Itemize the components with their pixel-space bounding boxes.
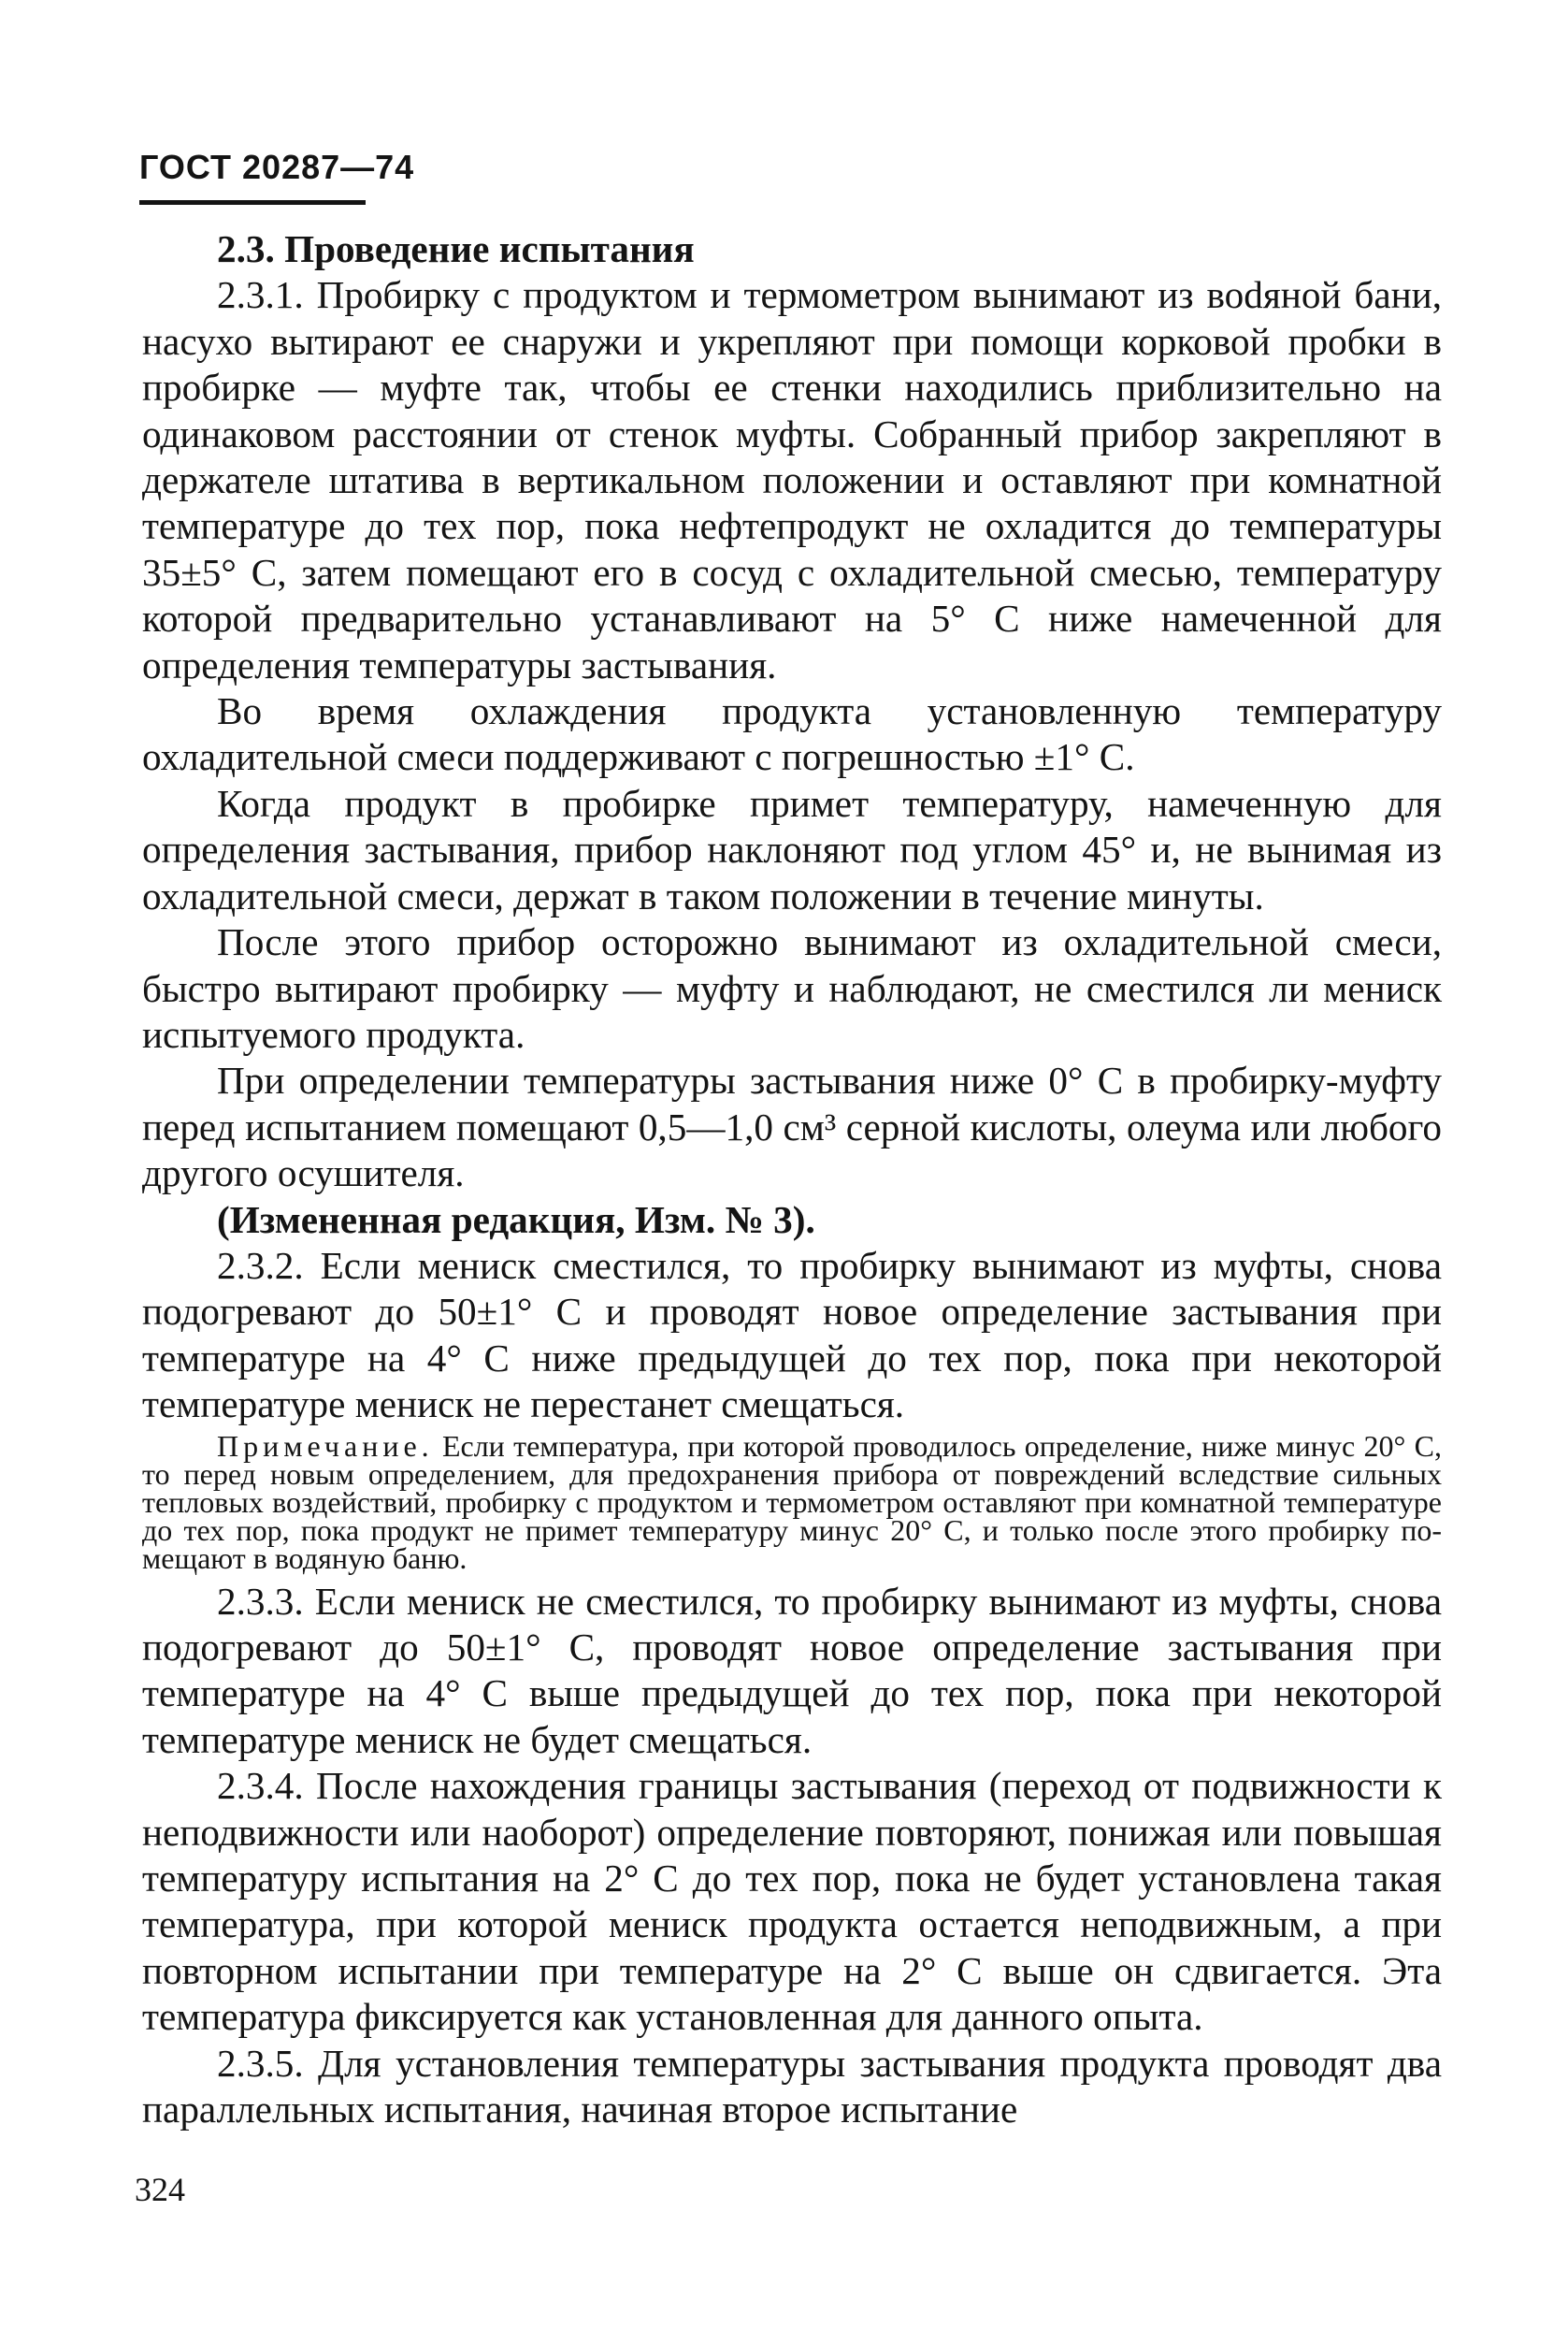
paragraph-2-3-5: 2.3.5. Для установления температуры застывания продукта проводят два параллельных испытания, начиная второе испытание <box>142 2041 1442 2131</box>
section-heading-text: 2.3. Проведение испытания <box>217 227 695 270</box>
paragraph-2-3-4: 2.3.4. После нахождения границы застывания (переход от подвижности к неподвижности или наоборот) определение повторяют, понижая или повышая температуру испытания на 2° С до тех пор, пока не будет установлена такая температура, при которой мениск продукта остается неподвижным, а при повторном испытании при температуре на 2° С выше он сдвигается. Эта температура фиксируется как установленная для данного опыта. <box>142 1764 1442 2039</box>
body-text <box>142 226 1442 2132</box>
paragraph-meniscus-check: После этого прибор осторожно вынимают из охладительной смеси, быстро вытирают пробирку — муфту и наблюдают, не сместился ли мениск испытуемого продукта. <box>142 920 1442 1056</box>
note-text: Если температура, при которой проводилось определение, ниже минус 20° С, то перед новым определением, для предохранения прибора от повреждений вследствие сильных тепловых воздействий, пробирку с продуктом и термометром оставляют при комнатной температуре до тех пор, пока продукт не примет температуру минус 20° С, и только после этого пробирку помещают в водяную баню. <box>142 1428 1442 1576</box>
page-number: 324 <box>135 2171 185 2208</box>
paragraph-2-3-2: 2.3.2. Если мениск сместился, то пробирку вынимают из муфты, снова подогревают до 50±1° С и проводят новое определение застывания при температуре на 4° С ниже предыдущей до тех пор, пока при некоторой температуре мениск не перестанет смещаться. <box>142 1243 1442 1426</box>
note-label: Примечание. <box>217 1428 434 1463</box>
amendment-note: (Измененная редакция, Изм. № 3). <box>217 1197 815 1241</box>
standard-header: ГОСТ 20287—74 <box>139 148 415 186</box>
paragraph-cooling-tolerance: Во время охлаждения продукта установленную температуру охладительной смеси поддерживают с погрешностью ±1° С. <box>142 689 1442 779</box>
section-heading <box>142 226 1442 272</box>
paragraph-2-3-1: 2.3.1. Пробирку с продуктом и термометром вынимают из воdяной бани, насухо вытирают ее снаружи и укрепляют при помощи корковой пробки в пробирке — муфте так, чтобы ее стенки находились приблизительно на одинаковом расстоянии от стенок муфты. Собранный прибор закрепляют в держателе штатива в вертикальном положении и оставляют при комнатной температуре до тех пор, пока нефтепродукт не охладится до температуры 35±5° С, затем помещают его в сосуд с охладительной смесью, температуру которой предварительно устанавливают на 5° С ниже намеченной для определения температуры застывания. <box>142 273 1442 686</box>
note-block <box>142 1428 1442 1576</box>
header-underline <box>139 200 366 205</box>
paragraph-desiccant: При определении температуры застывания ниже 0° С в пробирку-муфту перед испытанием помещают 0,5—1,0 см³ серной кислоты, олеума или любого другого осушителя. <box>142 1059 1442 1195</box>
paragraph-2-3-3: 2.3.3. Если мениск не сместился, то пробирку вынимают из муфты, снова подогревают до 50±1° С, проводят новое определение застывания при температуре на 4° С выше предыдущей до тех пор, пока при некоторой температуре мениск не будет смещаться. <box>142 1579 1442 1761</box>
paragraph-tilt-test: Когда продукт в пробирке примет температуру, намеченную для определения застывания, прибор наклоняют под углом 45° и, не вынимая из охладительной смеси, держат в таком положении в течение минуты. <box>142 781 1442 918</box>
